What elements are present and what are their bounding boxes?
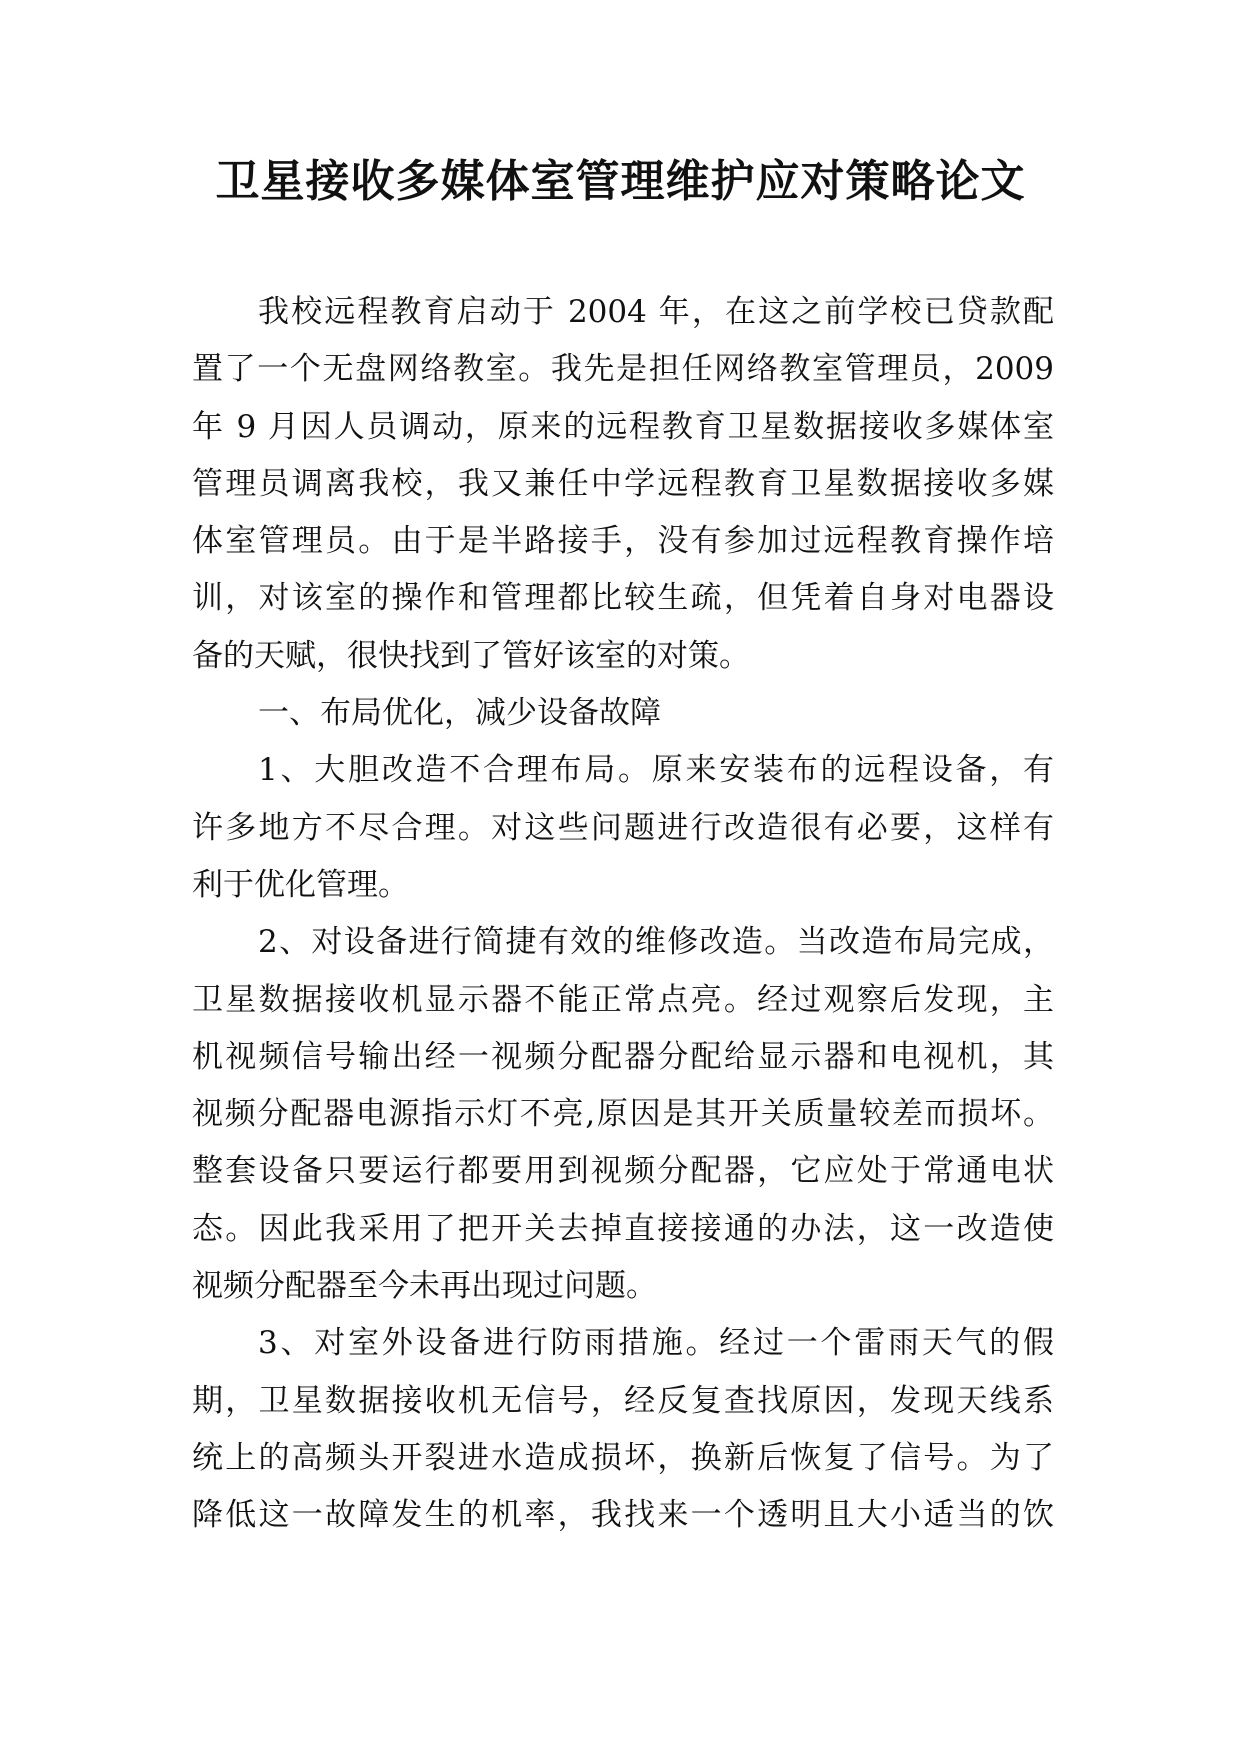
paragraph-line: 置了一个无盘网络教室。我先是担任网络教室管理员，2009 — [192, 351, 1054, 388]
paragraph-line: 我校远程教育启动于 2004 年，在这之前学校已贷款配 — [258, 294, 1054, 330]
paragraph-line: 视频分配器电源指示灯不亮,原因是其开关质量较差而损坏。 — [192, 1096, 1054, 1133]
paragraph-line: 期，卫星数据接收机无信号，经反复查找原因，发现天线系 — [192, 1382, 1054, 1419]
paragraph-line: 整套设备只要运行都要用到视频分配器，它应处于常通电状 — [192, 1153, 1054, 1190]
document-body — [192, 284, 1054, 1545]
paragraph-line: 3、对室外设备进行防雨措施。经过一个雷雨天气的假 — [258, 1325, 1054, 1362]
document-title: 卫星接收多媒体室管理维护应对策略论文 — [215, 156, 1026, 207]
paragraph-line: 许多地方不尽合理。对这些问题进行改造很有必要，这样有 — [192, 809, 1054, 846]
paragraph-line: 管理员调离我校，我又兼任中学远程教育卫星数据接收多媒 — [192, 465, 1054, 502]
paragraph-line: 1、大胆改造不合理布局。原来安装布的远程设备，有 — [258, 752, 1054, 789]
paragraph-line: 训，对该室的操作和管理都比较生疏，但凭着自身对电器设 — [192, 580, 1054, 617]
paragraph-line: 年 9 月因人员调动，原来的远程教育卫星数据接收多媒体室 — [192, 408, 1054, 445]
paragraph-line: 视频分配器至今未再出现过问题。 — [192, 1268, 657, 1305]
paragraph-line: 体室管理员。由于是半路接手，没有参加过远程教育操作培 — [192, 523, 1054, 560]
paragraph-line: 态。因此我采用了把开关去掉直接接通的办法，这一改造使 — [192, 1210, 1054, 1247]
paragraph-line: 2、对设备进行简捷有效的维修改造。当改造布局完成， — [258, 924, 1054, 961]
section-heading: 一、布局优化，减少设备故障 — [258, 695, 661, 732]
paragraph-line: 统上的高频头开裂进水造成损坏，换新后恢复了信号。为了 — [192, 1439, 1054, 1476]
paragraph-line: 利于优化管理。 — [192, 866, 409, 903]
paragraph-line: 卫星数据接收机显示器不能正常点亮。经过观察后发现，主 — [192, 981, 1054, 1018]
paragraph-line: 机视频信号输出经一视频分配器分配给显示器和电视机，其 — [192, 1038, 1054, 1075]
paragraph-line: 备的天赋，很快找到了管好该室的对策。 — [192, 637, 750, 674]
paragraph-line: 降低这一故障发生的机率，我找来一个透明且大小适当的饮 — [192, 1497, 1054, 1534]
